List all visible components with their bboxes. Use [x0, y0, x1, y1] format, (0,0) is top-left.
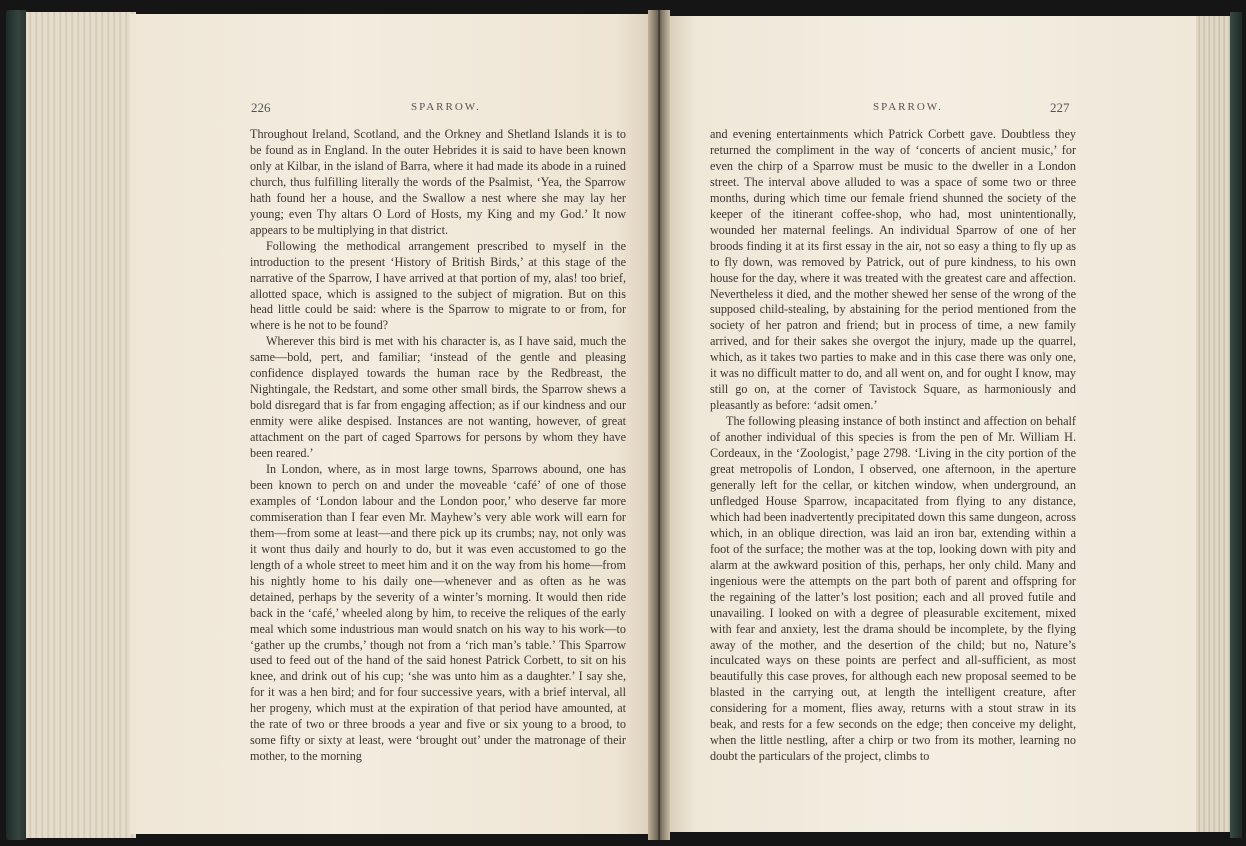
book-gutter [648, 10, 670, 840]
right-running-head: SPARROW. [873, 101, 943, 113]
left-paragraph: Throughout Ireland, Scotland, and the Orkney and Shetland Islands it is to be found as in England. In the outer Hebrides it is said to have been known only at Kilbar, in the island of Barra, where it had made its abode in a ruined church, thus fulfilling literally the words of the Psalmist, ‘Yea, the Sparrow hath found her a house, and the Swallow a nest where she may lay her young; even Thy altars O Lord of Hosts, my King and my God.’ It now appears to be multiplying in that district. [250, 127, 626, 237]
right-page-text [710, 127, 1076, 765]
left-paragraph: Following the methodical arrangement prescribed to myself in the introduction to the present ‘History of British Birds,’ at this stage of the narrative of the Sparrow, I have arrived at that portion of my, alas! too brief, allotted space, which is assigned to the subject of migration. But on this head little could be said: where is the Sparrow to migrate to or from, for where is he not to be found? [250, 238, 626, 333]
book-cover-edge-left [6, 10, 28, 840]
page-stack-left [26, 12, 136, 838]
right-paragraph: The following pleasing instance of both instinct and affection on behalf of another individual of this species is from the pen of Mr. William H. Cordeaux, in the ‘Zoologist,’ page 2798. ‘Living in the city portion of the great metropolis of London, I observed, one afternoon, in the aperture generally left for the cellar, or kitchen window, when underground, an unfledged House Sparrow, incapacitated from flying to any distance, which had been inadvertently precipitated down this same dungeon, across which, in an oblique direction, was laid an iron bar, extending within a foot of the surface; the mother was at the top, looking down with pity and alarm at the awkward position of this, perhaps, her only child. Many and ingenious were the attempts on the part both of parent and offspring for the regaining of the latter’s lost position; each and all proved futile and unavailing. I looked on with a degree of pleasurable excitement, mixed with fear and anxiety, lest the drama should be incomplete, by the flying away of the mother, and the desertion of the child; but no, Nature’s inculcated ways on these points are perfect and all-sufficient, as most beautifully this case proves, for although each new proposal seemed to be blasted in the carrying out, at length the intelligent creature, after considering for a moment, flies away, returns with a stout straw in its beak, and rests for a few seconds on the edge; then conceive my delight, when the little nestling, after a chirp or two from its mother, learning no doubt the particulars of the project, climbs to [710, 414, 1076, 764]
left-page-number: 226 [251, 100, 271, 115]
right-paragraph: and evening entertainments which Patrick Corbett gave. Doubtless they returned the compliment in the way of ‘concerts of ancient music,’ for even the chirp of a Sparrow must be music to the dweller in a London street. The interval above alluded to was a space of some two or three months, during which time our female friend shunned the society of the keeper of the itinerant coffee-shop, who had, most unintentionally, wounded her maternal feelings. An individual Sparrow of one of her broods finding it at its first essay in the air, not so easy a thing to fly up as to fly down, was removed by Patrick, out of pure kindness, to his own house for the day, where it was treated with the greatest care and affection. Nevertheless it died, and the mother shewed her sense of the wrong of the supposed child-stealing, by abstaining for the period mentioned from the society of her patron and friend; but in process of time, a new family arrived, and for their sakes she overgot the injury, made up the quarrel, which, as it takes two parties to make and in this case there was only one, it was no difficult matter to do, and all went on, and for ought I know, may still go on, at the corner of Tavistock Square, as harmoniously and pleasantly as before: ‘adsit omen.’ [710, 127, 1076, 413]
book-cover-edge-right [1230, 12, 1242, 838]
right-page-number: 227 [1050, 100, 1070, 115]
left-paragraph: In London, where, as in most large towns, Sparrows abound, one has been known to perch on and under the moveable ‘café’ of one of those examples of ‘London labour and the London poor,’ who deserve far more commiseration than I fear even Mr. Mayhew’s very able work will earn for them—from some at least—and there pick up its crumbs; nay, not only was it wont thus daily and hourly to do, but it was even accustomed to go the length of a whole street to meet him and it on the way from his home—from his nightly home to his daily one—whenever and as often as he was detained, perhaps by the severity of a winter’s morning. It would then ride back in the ‘café,’ wheeled along by him, to receive the reliques of the early meal which some industrious man would snatch on his way to his work—to ‘gather up the crumbs,’ though not from a ‘rich man’s table.’ This Sparrow used to feed out of the hand of the said honest Patrick Corbett, to sit on his knee, and drink out of his cup; ‘she was unto him as a daughter.’ I say she, for it was a hen bird; and for four successive years, with a brief interval, all her progeny, which must at the expiration of that period have amounted, at the rate of two or three broods a year and five or six young to a brood, to some fifty or sixty at least, were ‘brought out’ under the matronage of their mother, to the morning [250, 462, 626, 764]
left-paragraph: Wherever this bird is met with his character is, as I have said, much the same—bold, pert, and familiar; ‘instead of the gentle and pleasing confidence displayed towards the human race by the Redbreast, the Nightingale, the Redstart, and some other small birds, the Sparrow shews a bold disregard that is far from engaging affection; as if our kindness and our enmity were alike despised. Instances are not wanting, however, of great attachment on the part of caged Sparrows for persons by whom they have been reared.’ [250, 334, 626, 461]
left-page-text [250, 127, 626, 765]
left-running-head: SPARROW. [411, 101, 481, 113]
page-stack-right [1196, 16, 1234, 832]
